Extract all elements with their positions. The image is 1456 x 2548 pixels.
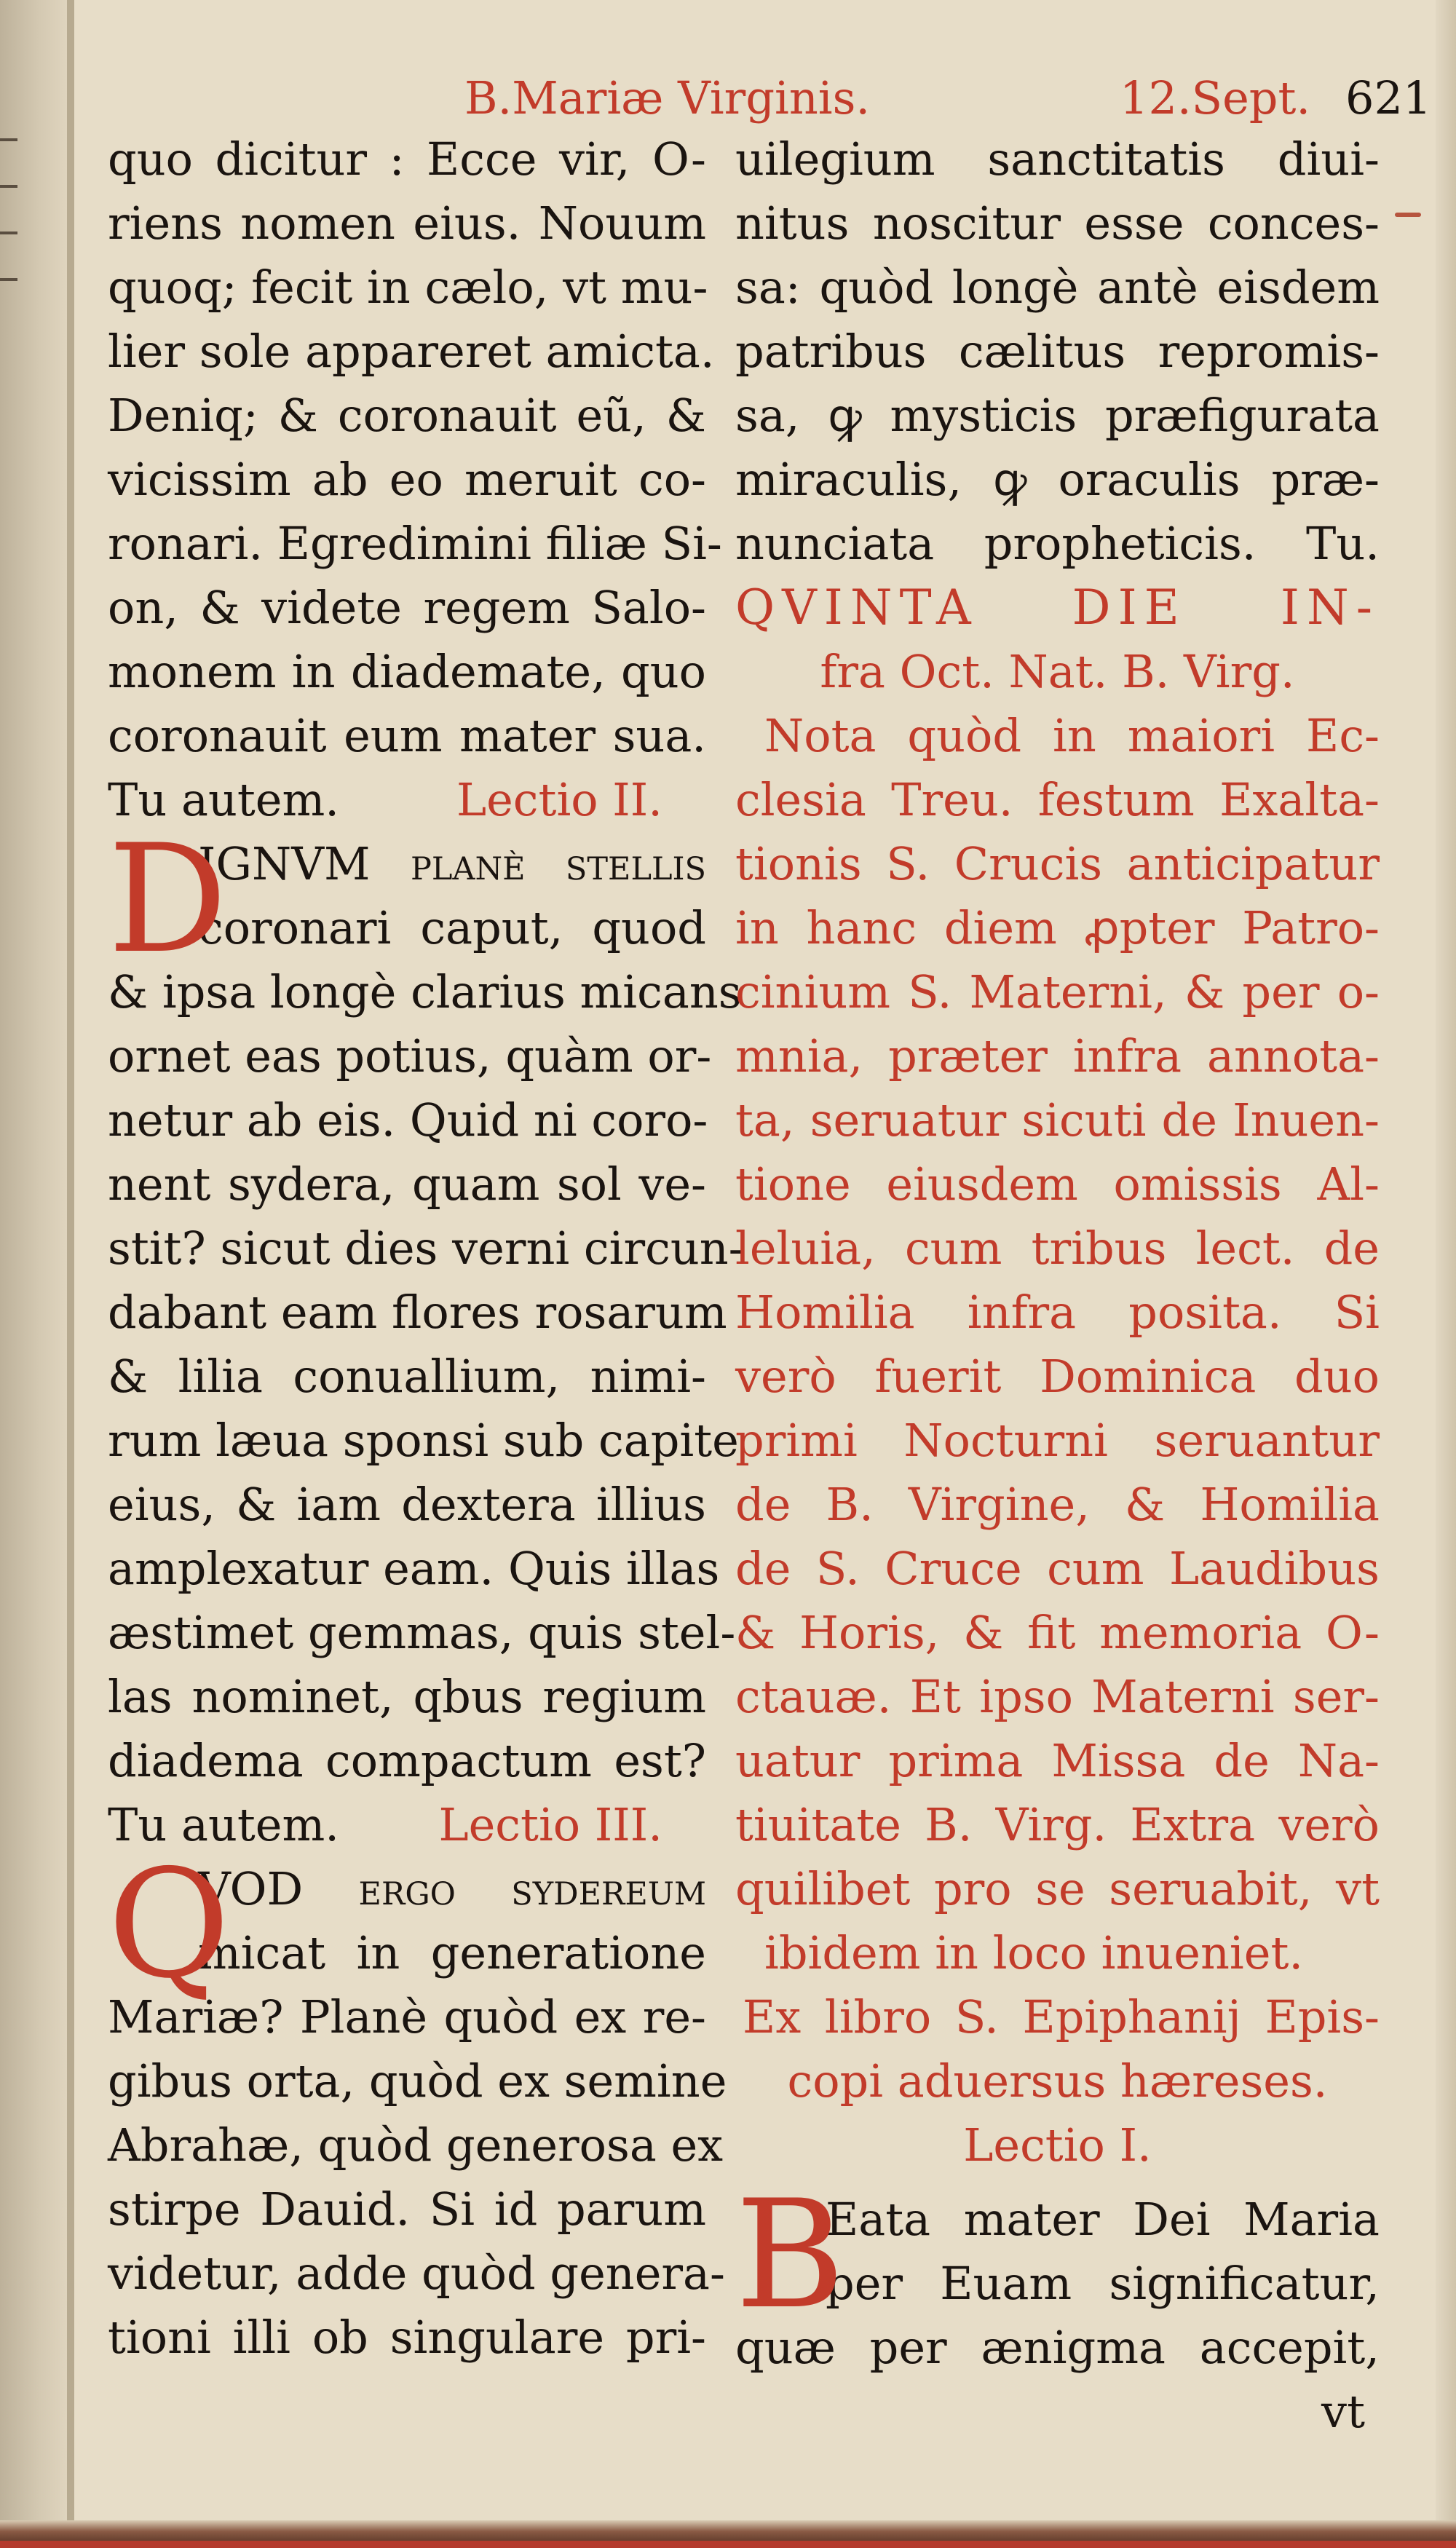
page-fore-edge bbox=[1436, 0, 1456, 2548]
text-line: Eata mater Dei Maria bbox=[826, 2193, 1380, 2246]
rubric-line: in hanc diem ꝓpter Patro- bbox=[735, 901, 1380, 954]
text-line: on, & videte regem Salo- bbox=[108, 581, 706, 634]
rubric-line: tione eiusdem omissis Al- bbox=[735, 1158, 1380, 1211]
lectio-1-drop-capital: B bbox=[735, 2169, 845, 2342]
section-heading-subline: fra Oct. Nat. B. Virg. bbox=[820, 645, 1295, 698]
rubric-line: tionis S. Crucis anticipatur bbox=[735, 837, 1380, 890]
text-line: æstimet gemmas, quis stel- bbox=[108, 1606, 736, 1659]
text-line: Mariæ? Planè quòd ex re- bbox=[108, 1990, 706, 2043]
rubric-line: primi Nocturni seruantur bbox=[735, 1414, 1380, 1467]
page-number: 621 bbox=[1345, 71, 1432, 124]
lectio-2-label: Lectio II. bbox=[456, 773, 662, 826]
left-column bbox=[108, 127, 744, 2370]
rubric-line: cinium S. Materni, & per o- bbox=[735, 965, 1380, 1018]
text-line: stit? sicut dies verni circun- bbox=[108, 1222, 744, 1275]
lectio-2-opening bbox=[108, 813, 706, 986]
text-line: uilegium sanctitatis diui- bbox=[735, 132, 1380, 186]
text-line: stirpe Dauid. Si id parum bbox=[108, 2183, 706, 2236]
source-title-subline: copi aduersus hæreses. bbox=[787, 2054, 1328, 2108]
text-line: coronauit eum mater sua. bbox=[108, 709, 706, 762]
text-line: videtur, adde quòd genera- bbox=[108, 2247, 725, 2300]
text-line: patribus cælitus repromis- bbox=[735, 325, 1380, 378]
catchword: vt bbox=[1321, 2385, 1365, 2438]
text-line: riens nomen eius. Nouum bbox=[108, 197, 706, 250]
text-line: coronari caput, quod bbox=[198, 901, 706, 954]
text-line: dabant eam flores rosarum bbox=[108, 1286, 727, 1339]
text-line: netur ab eis. Quid ni coro- bbox=[108, 1093, 708, 1147]
rubric-line: ibidem in loco inueniet. bbox=[764, 1926, 1304, 1979]
left-margin-marks bbox=[0, 138, 17, 325]
text-line: nent sydera, quam sol ve- bbox=[108, 1158, 706, 1211]
rubric-line: verò fuerit Dominica duo bbox=[735, 1350, 1380, 1403]
text-line: tioni illi ob singulare pri- bbox=[108, 2311, 706, 2364]
text-line: per Euam significatur, bbox=[826, 2257, 1380, 2310]
rubric-line: leluia, cum tribus lect. de bbox=[735, 1222, 1380, 1275]
running-title: B.Mariæ Virginis. bbox=[464, 71, 871, 124]
rubric-line: Homilia infra posita. Si bbox=[735, 1286, 1380, 1339]
rubric-line: de B. Virgine, & Homilia bbox=[735, 1478, 1380, 1531]
text-line: quo dicitur : Ecce vir, O- bbox=[108, 132, 706, 186]
section-heading: QVINTA DIE IN- bbox=[735, 579, 1380, 636]
text-line: VOD ergo sydereum bbox=[198, 1862, 706, 1915]
text-line: miraculis, ꝙ oraculis præ- bbox=[735, 453, 1380, 506]
lectio-1-label: Lectio I. bbox=[963, 2118, 1152, 2172]
rubric-line: ctauæ. Et ipso Materni ser- bbox=[735, 1670, 1380, 1723]
lectio-3-drop-capital: Q bbox=[108, 1838, 231, 2011]
text-line: sa, ꝙ mysticis præfigurata bbox=[735, 389, 1380, 442]
rubric-line: tiuitate B. Virg. Extra verò bbox=[735, 1798, 1380, 1851]
text-line: quæ per ænigma accepit, bbox=[735, 2321, 1380, 2374]
feast-date: 12.Sept. bbox=[1120, 71, 1311, 124]
source-title: Ex libro S. Epiphanij Epis- bbox=[743, 1990, 1380, 2043]
rubric-line: clesia Treu. festum Exalta- bbox=[735, 773, 1380, 826]
text-line: nitus noscitur esse conces- bbox=[735, 197, 1380, 250]
rubric-line: Nota quòd in maiori Ec- bbox=[764, 709, 1380, 762]
text-line: Abrahæ, quòd generosa ex bbox=[108, 2118, 724, 2172]
lectio-2-drop-capital: D bbox=[108, 813, 228, 986]
tu-autem: Tu autem. bbox=[108, 773, 339, 826]
text-line: diadema compactum est? bbox=[108, 1734, 706, 1787]
text-line: eius, & iam dextera illius bbox=[108, 1478, 706, 1531]
text-line: micat in generatione bbox=[198, 1926, 706, 1979]
text-line: Deniq; & coronauit eũ, & bbox=[108, 389, 706, 442]
margin-ink-mark bbox=[1395, 213, 1421, 217]
text-line: gibus orta, quòd ex semine bbox=[108, 2054, 727, 2108]
text-line: las nominet, qbus regium bbox=[108, 1670, 706, 1723]
text-line: sa: quòd longè antè eisdem bbox=[735, 261, 1380, 314]
text-line: & lilia conuallium, nimi- bbox=[108, 1350, 706, 1403]
text-line: vicissim ab eo meruit co- bbox=[108, 453, 706, 506]
text-line: & ipsa longè clarius micans bbox=[108, 965, 742, 1018]
text-line: ornet eas potius, quàm or- bbox=[108, 1029, 712, 1083]
text-line: rum læua sponsi sub capite bbox=[108, 1414, 739, 1467]
rubric-line: de S. Cruce cum Laudibus bbox=[735, 1542, 1380, 1595]
text-line: lier sole appareret amicta. bbox=[108, 325, 715, 378]
running-header bbox=[109, 69, 1432, 127]
rubric-line: ta, seruatur sicuti de Inuen- bbox=[735, 1093, 1380, 1147]
text-line: ronari. Egredimini filiæ Si- bbox=[108, 517, 722, 570]
text-line: monem in diademate, quo bbox=[108, 645, 706, 698]
tu-autem: Tu autem. bbox=[108, 1798, 339, 1851]
rubric-line: & Horis, & fit memoria O- bbox=[735, 1606, 1380, 1659]
text-line: IGNVM planè stellis bbox=[198, 837, 706, 890]
rubric-line: quilibet pro se seruabit, vt bbox=[735, 1862, 1380, 1915]
rubric-line: mnia, præter infra annota- bbox=[735, 1029, 1380, 1083]
text-line: amplexatur eam. Quis illas bbox=[108, 1542, 720, 1595]
rubric-line: uatur prima Missa de Na- bbox=[735, 1734, 1380, 1787]
lectio-3-opening bbox=[108, 1838, 706, 2011]
right-column bbox=[735, 127, 1380, 2444]
lectio-3-label: Lectio III. bbox=[438, 1798, 662, 1851]
book-gutter bbox=[0, 0, 73, 2548]
lectio-1-opening bbox=[735, 2169, 1380, 2342]
text-line: nunciata propheticis. Tu. bbox=[735, 517, 1380, 570]
gutter-shadow bbox=[67, 0, 74, 2548]
text-line: quoq; fecit in cælo, vt mu- bbox=[108, 261, 708, 314]
red-edge-line bbox=[0, 2541, 1456, 2548]
